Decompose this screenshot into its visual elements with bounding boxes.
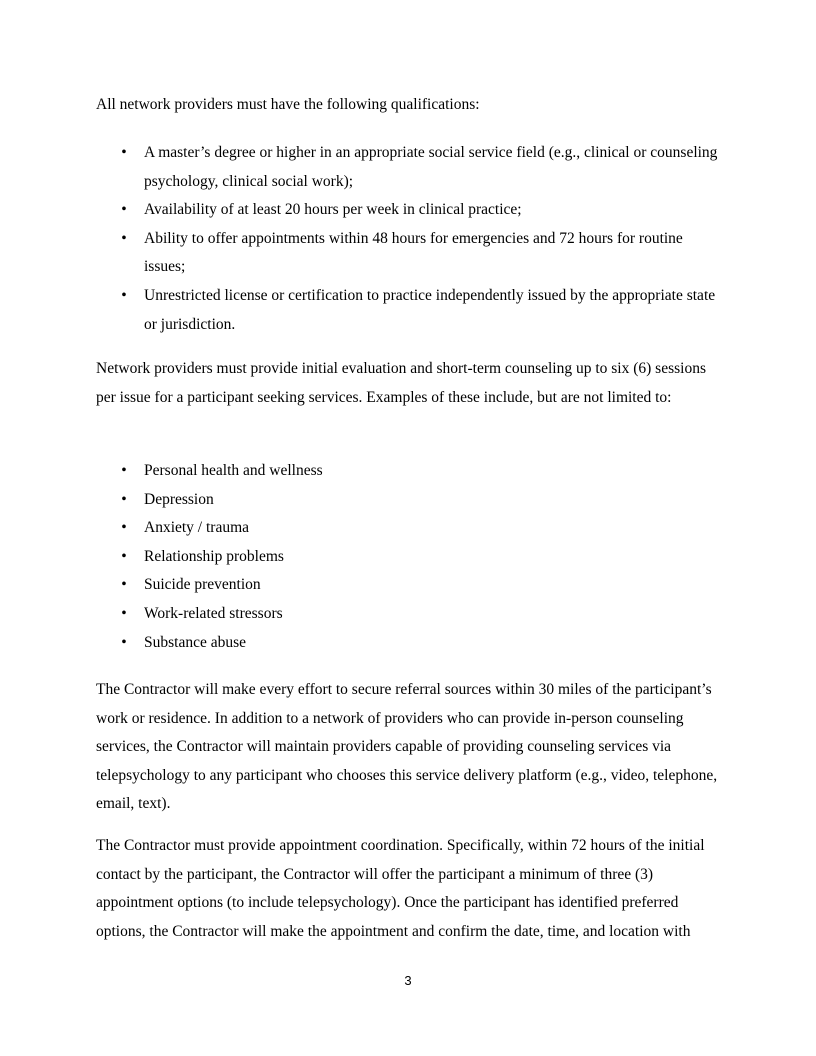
list-item [96,457,720,486]
bullet-icon: • [121,576,127,594]
page-number: 3 [404,973,412,988]
services-paragraph: Network providers must provide initial evaluation and short-term counseling up to six (6) sessions per issue for a participant seeking services. Examples of these include, but are not limited to: [96,360,706,406]
bullet-icon: • [121,490,127,508]
list-item-text: Unrestricted license or certification to practice independently issued by the appropriate state or jurisdiction. [144,286,716,333]
list-item [96,543,720,572]
bullet-icon: • [121,144,127,161]
list-item [96,514,720,543]
list-item-text: Work-related stressors [144,604,283,622]
list-item-text: Depression [144,490,214,508]
bullet-icon: • [121,604,127,622]
list-item [96,486,720,515]
bullet-icon: • [121,462,127,479]
coordination-paragraph: The Contractor must provide appointment coordination. Specifically, within 72 hours of the initial contact by the participant, the Contractor will offer the participant a minimum of three (3) appointment options (to include telepsychology). Once the participant has identified preferred options, the Contractor will make the appointment and confirm the date, time, and location with [96,837,705,940]
list-item-text: Personal health and wellness [144,462,323,479]
list-item [96,196,720,225]
list-item [96,225,720,282]
intro-paragraph: All network providers must have the following qualifications: [96,96,480,113]
list-item [96,282,720,339]
qualifications-list [96,139,720,339]
list-item-text: Substance abuse [144,633,247,651]
bullet-icon: • [121,229,127,247]
list-item-text: Ability to offer appointments within 48 hours for emergencies and 72 hours for routine issues; [144,229,683,276]
bullet-icon: • [121,547,127,565]
list-item [96,139,720,196]
list-item-text: Anxiety / trauma [144,519,250,537]
list-item-text: Availability of at least 20 hours per week in clinical practice; [144,201,522,219]
bullet-icon: • [121,286,127,304]
list-item-text: Suicide prevention [144,576,261,594]
list-item [96,600,720,629]
services-list [96,457,720,657]
list-item [96,571,720,600]
bullet-icon: • [121,201,127,219]
bullet-icon: • [121,519,127,537]
list-item-text: A master’s degree or higher in an appropriate social service field (e.g., clinical or counseling psychology, clinical social work); [144,144,718,190]
bullet-icon: • [121,633,127,651]
list-item-text: Relationship problems [144,547,284,565]
referral-paragraph: The Contractor will make every effort to secure referral sources within 30 miles of the participant’s work or residence. In addition to a network of providers who can provide in-person counseling services, the Contractor will maintain providers capable of providing counseling services via telepsychology to any participant who chooses this service delivery platform (e.g., video, telephone, email, text). [96,681,718,813]
list-item [96,629,720,658]
